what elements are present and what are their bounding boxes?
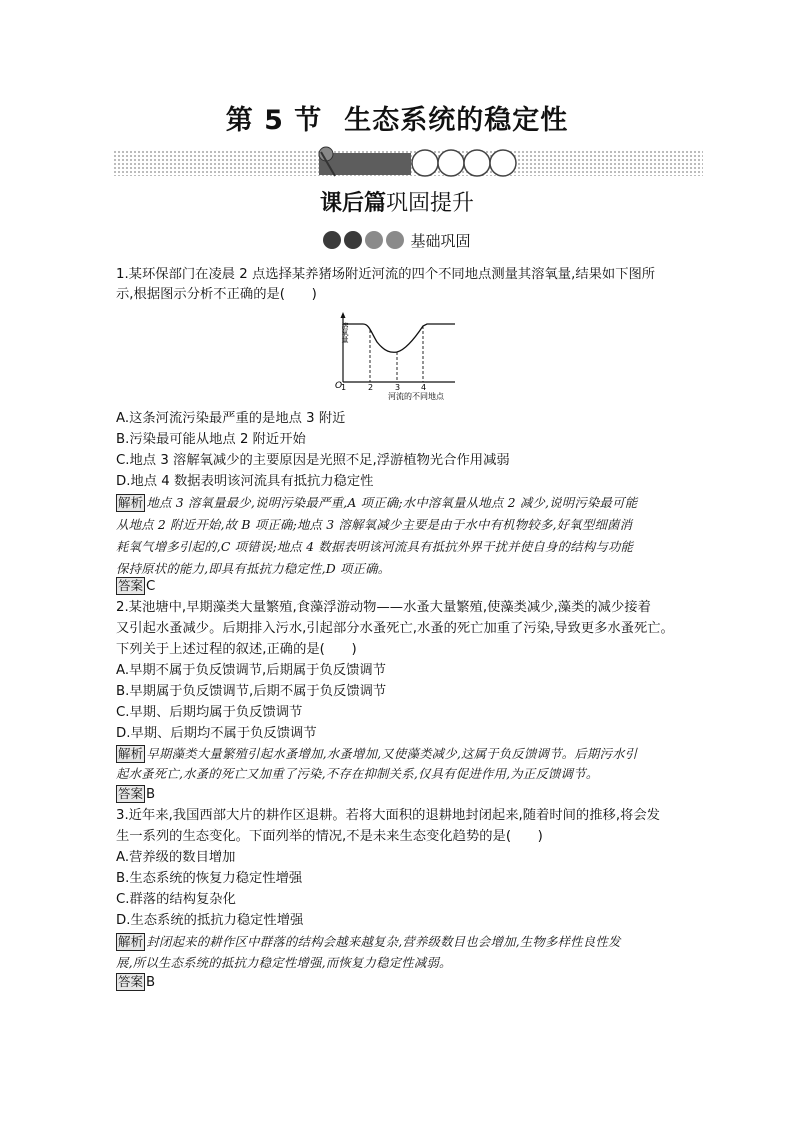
analysis-text: 耗氧气增多引起的,C 项错误;地点 4 数据表明该河流具有抵抗外界干扰并使自身的结构与功能	[116, 539, 634, 554]
dot-icon	[365, 231, 383, 249]
analysis-tag: 解析	[118, 746, 144, 761]
dot-icon	[344, 231, 362, 249]
answer	[116, 973, 155, 993]
question-stem: 又引起水蚤减少。后期排入污水,引起部分水蚤死亡,水蚤的死亡加重了污染,导致更多水蚤死亡。	[116, 621, 674, 636]
option-d: D.地点 4 数据表明该河流具有抵抗力稳定性	[116, 474, 374, 489]
analysis-text: 起水蚤死亡,水蚤的死亡又加重了污染,不存在抑制关系,仅具有促进作用,为正反馈调节。	[116, 766, 599, 781]
question-stem: 下列关于上述过程的叙述,正确的是( )	[116, 642, 357, 657]
answer-value: B	[146, 975, 156, 990]
answer-tag: 答案	[118, 786, 144, 801]
analysis-text: 从地点 2 附近开始,故 B 项正确;地点 3 溶解氧减少主要是由于水中有机物较多,好氧型细菌消	[116, 517, 633, 532]
question-stem: 1.某环保部门在凌晨 2 点选择某养猪场附近河流的四个不同地点测量其溶氧量,结果如下图所	[116, 267, 656, 282]
option-d: D.生态系统的抵抗力稳定性增强	[116, 913, 304, 928]
subtitle-bold: 课后篇	[319, 191, 386, 216]
section-heading	[0, 230, 794, 251]
question-stem: 2.某池塘中,早期藻类大量繁殖,食藻浮游动物——水蚤大量繁殖,使藻类减少,藻类的减少接着	[116, 600, 651, 615]
answer-value: B	[146, 787, 156, 802]
option-d: D.早期、后期均不属于负反馈调节	[116, 726, 317, 741]
answer	[116, 577, 155, 597]
question-stem: 3.近年来,我国西部大片的耕作区退耕。若将大面积的退耕地封闭起来,随着时间的推移,将会发	[116, 808, 660, 823]
analysis	[116, 493, 637, 513]
dot-icon	[323, 231, 341, 249]
analysis	[116, 744, 637, 764]
answer-value: C	[146, 579, 156, 594]
analysis-text: 地点 3 溶氧量最少,说明污染最严重,A 项正确;水中溶氧量从地点 2 减少,说明污染最可能	[146, 495, 638, 510]
option-c: C.地点 3 溶解氧减少的主要原因是光照不足,浮游植物光合作用减弱	[116, 453, 510, 468]
option-a: A.早期不属于负反馈调节,后期属于负反馈调节	[116, 663, 386, 678]
option-a: A.营养级的数目增加	[116, 850, 236, 865]
answer-tag: 答案	[118, 578, 144, 593]
option-b: B.早期属于负反馈调节,后期不属于负反馈调节	[116, 684, 387, 699]
tick-label: 2	[368, 383, 374, 392]
analysis	[116, 932, 621, 952]
page-subtitle	[0, 186, 794, 217]
oxygen-curve	[343, 324, 455, 352]
x-axis-label: 河流的不同地点	[388, 392, 444, 400]
question-stem: 生一系列的生态变化。下面列举的情况,不是未来生态变化趋势的是( )	[116, 829, 543, 844]
oxygen-chart	[325, 308, 475, 400]
option-c: C.群落的结构复杂化	[116, 892, 236, 907]
analysis-text: 保持原状的能力,即具有抵抗力稳定性,D 项正确。	[116, 561, 391, 576]
analysis-text: 早期藻类大量繁殖引起水蚤增加,水蚤增加,又使藻类减少,这属于负反馈调节。后期污水引	[146, 746, 638, 761]
title-topic: 生态系统的稳定性	[344, 105, 569, 136]
decorative-banner	[113, 146, 703, 180]
tick-label: 1	[341, 383, 347, 392]
answer-tag: 答案	[118, 974, 144, 989]
page-title	[0, 98, 794, 137]
y-axis-label: 溶氧量	[341, 322, 349, 343]
title-section-number: 第 5 节	[225, 105, 323, 136]
option-b: B.生态系统的恢复力稳定性增强	[116, 871, 303, 886]
answer	[116, 785, 155, 805]
option-b: B.污染最可能从地点 2 附近开始	[116, 432, 306, 447]
option-a: A.这条河流污染最严重的是地点 3 附近	[116, 411, 346, 426]
analysis-tag: 解析	[118, 495, 144, 510]
subtitle-light: 巩固提升	[386, 191, 475, 216]
tick-label: 4	[421, 383, 427, 392]
analysis-text: 展,所以生态系统的抵抗力稳定性增强,而恢复力稳定性减弱。	[116, 955, 452, 970]
question-stem: 示,根据图示分析不正确的是( )	[116, 287, 317, 302]
analysis-text: 封闭起来的耕作区中群落的结构会越来越复杂,营养级数目也会增加,生物多样性良性发	[146, 934, 621, 949]
origin-label: O	[335, 381, 343, 391]
dot-icon	[386, 231, 404, 249]
analysis-tag: 解析	[118, 934, 144, 949]
tick-label: 3	[395, 383, 401, 392]
section-label: 基础巩固	[410, 232, 471, 250]
option-c: C.早期、后期均属于负反馈调节	[116, 705, 303, 720]
